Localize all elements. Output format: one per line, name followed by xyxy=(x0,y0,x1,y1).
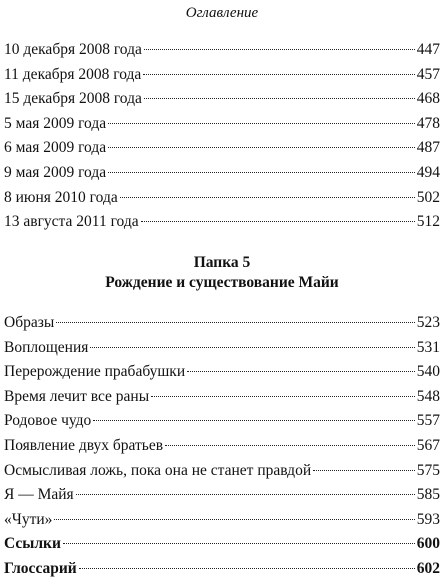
dot-leader xyxy=(120,197,415,198)
toc-entry-page: 548 xyxy=(416,387,440,405)
dot-leader xyxy=(76,494,415,495)
toc-entry-page: 487 xyxy=(416,139,440,157)
toc-entry-title: Глоссарий xyxy=(4,559,77,577)
toc-entry-title: «Чути» xyxy=(4,510,53,528)
dot-leader xyxy=(187,371,415,372)
toc-entry-title: Перерождение прабабушки xyxy=(4,363,186,381)
toc-entry[interactable] xyxy=(4,89,440,114)
toc-entry-page: 447 xyxy=(416,41,440,58)
toc-entry-page: 567 xyxy=(416,436,440,454)
toc-entry-title: Ссылки xyxy=(4,535,61,553)
toc-entry-page: 575 xyxy=(416,461,440,479)
dot-leader xyxy=(165,445,415,446)
toc-entry-page: 512 xyxy=(416,213,440,231)
dot-leader xyxy=(108,172,415,173)
toc-entry-title: 5 мая 2009 года xyxy=(4,114,107,132)
toc-entry[interactable] xyxy=(4,138,440,163)
toc-entry[interactable] xyxy=(4,65,440,90)
toc-entry[interactable] xyxy=(4,387,440,412)
toc-entry[interactable] xyxy=(4,114,440,139)
toc-entry[interactable] xyxy=(4,362,440,387)
toc-entry-page: 523 xyxy=(416,314,440,331)
toc-entry-page: 593 xyxy=(416,510,440,528)
toc-entry-title: Осмысливая ложь, пока она не станет правдой xyxy=(4,461,312,479)
toc-entry[interactable] xyxy=(4,212,440,237)
toc-entry-page: 540 xyxy=(416,363,440,381)
toc-entry-glossary[interactable] xyxy=(4,559,440,584)
toc-entry[interactable] xyxy=(4,461,440,486)
section-folder-label: Папка 5 xyxy=(193,254,251,271)
running-head: Оглавление xyxy=(185,5,259,21)
section-title: Рождение и существование Майи xyxy=(105,274,339,291)
dot-leader xyxy=(144,98,415,99)
toc-entry-page: 494 xyxy=(416,163,440,181)
toc-entry[interactable] xyxy=(4,313,440,338)
dot-leader xyxy=(313,470,415,471)
section-heading xyxy=(0,253,444,293)
toc-entry-title: 6 мая 2009 года xyxy=(4,139,107,157)
dot-leader xyxy=(108,147,415,148)
toc-entry-title: 13 августа 2011 года xyxy=(4,213,139,231)
toc-entry[interactable] xyxy=(4,485,440,510)
toc-list-dates xyxy=(4,40,440,237)
toc-entry-title: 8 июня 2010 года xyxy=(4,188,118,206)
dot-leader xyxy=(90,347,414,348)
toc-entry-title: Образы xyxy=(4,314,55,331)
toc-entry-title: 15 декабря 2008 года xyxy=(4,90,142,108)
dot-leader xyxy=(79,568,415,569)
toc-entry-page: 602 xyxy=(416,559,440,577)
toc-entry-title: Воплощения xyxy=(4,338,89,356)
dot-leader xyxy=(141,221,415,222)
toc-entry[interactable] xyxy=(4,436,440,461)
toc-entry-page: 457 xyxy=(416,65,440,83)
dot-leader xyxy=(63,543,415,544)
toc-entry-title: 11 декабря 2008 года xyxy=(4,65,142,83)
toc-entry[interactable] xyxy=(4,163,440,188)
toc-entry-title: 10 декабря 2008 года xyxy=(4,41,142,58)
toc-entry-title: 9 мая 2009 года xyxy=(4,163,107,181)
dot-leader xyxy=(93,420,414,421)
toc-entry[interactable] xyxy=(4,510,440,535)
toc-entry[interactable] xyxy=(4,411,440,436)
dot-leader xyxy=(151,396,415,397)
toc-entry-title: Я — Майя xyxy=(4,486,74,504)
toc-entry[interactable] xyxy=(4,338,440,363)
toc-entry-page: 600 xyxy=(416,535,440,553)
dot-leader xyxy=(143,74,414,75)
dot-leader xyxy=(144,49,415,50)
toc-list-chapters xyxy=(4,313,440,584)
toc-entry-page: 502 xyxy=(416,188,440,206)
toc-entry-title: Появление двух братьев xyxy=(4,436,164,454)
toc-entry-page: 585 xyxy=(416,486,440,504)
dot-leader xyxy=(108,123,415,124)
dot-leader xyxy=(56,322,415,323)
toc-entry[interactable] xyxy=(4,188,440,213)
toc-entry-references[interactable] xyxy=(4,534,440,559)
toc-entry-page: 478 xyxy=(416,114,440,132)
toc-entry[interactable] xyxy=(4,40,440,65)
dot-leader xyxy=(54,519,414,520)
toc-entry-page: 468 xyxy=(416,90,440,108)
toc-entry-title: Время лечит все раны xyxy=(4,387,150,405)
toc-entry-page: 557 xyxy=(416,412,440,430)
toc-entry-page: 531 xyxy=(416,338,440,356)
toc-entry-title: Родовое чудо xyxy=(4,412,92,430)
